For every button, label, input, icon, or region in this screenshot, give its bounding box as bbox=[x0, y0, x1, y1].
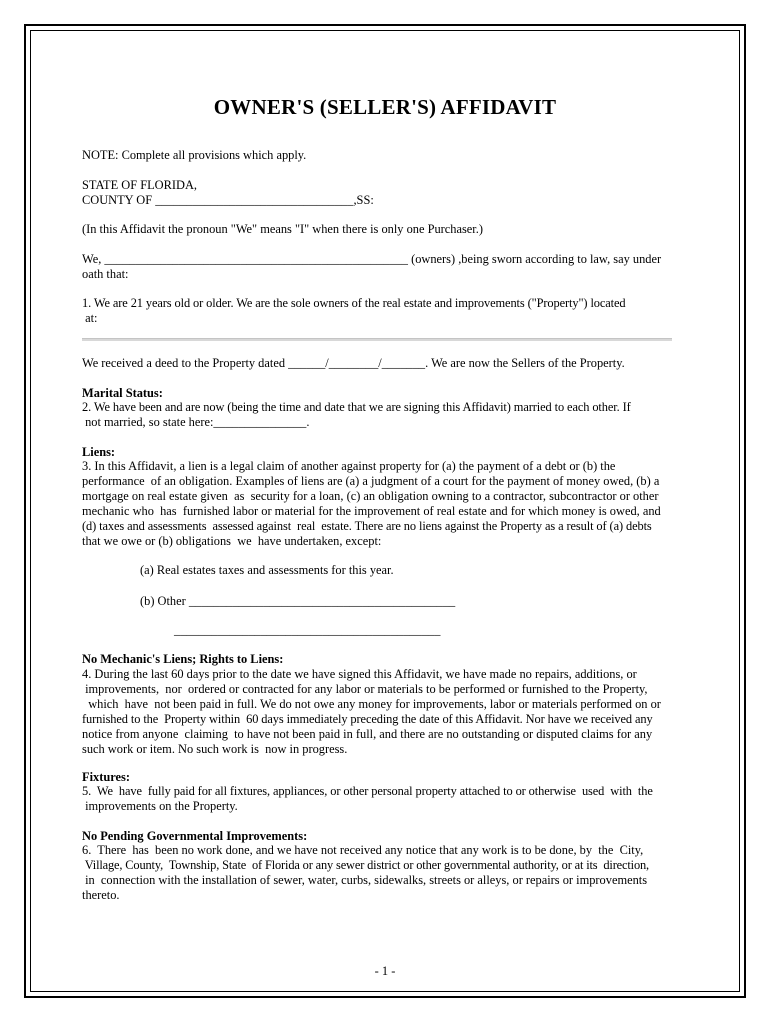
deed-line: We received a deed to the Property dated ______/________/_______. We are now the Sellers of the Property. bbox=[82, 356, 625, 370]
liens-line: mechanic who has furnished labor or material for the improvement of real estate and for which money is owed, and bbox=[82, 504, 661, 518]
liens-line: mortgage on real estate given as security for a loan, (c) an obligation owning to a contractor, subcontractor or other bbox=[82, 489, 659, 503]
mechanics-liens-line: 4. During the last 60 days prior to the date we have signed this Affidavit, we have made no repairs, additions, or bbox=[82, 667, 637, 681]
mechanics-liens-line: such work or item. No such work is now in progress. bbox=[82, 742, 348, 756]
liens-item-b: (b) Other ___________________________________________ bbox=[140, 594, 456, 608]
governmental-improvements-heading: No Pending Governmental Improvements: bbox=[82, 829, 308, 843]
marital-status-heading: Marital Status: bbox=[82, 386, 163, 400]
governmental-improvements-line: in connection with the installation of sewer, water, curbs, sidewalks, streets or alleys, or repairs or improvements bbox=[82, 873, 648, 887]
governmental-improvements-line: thereto. bbox=[82, 888, 120, 902]
mechanics-liens-line: which have not been paid in full. We do not owe any money for improvements, labor or materials performed on or bbox=[82, 697, 661, 711]
section-divider bbox=[82, 338, 672, 341]
pronoun-note: (In this Affidavit the pronoun "We" means "I" when there is only one Purchaser.) bbox=[82, 222, 483, 236]
governmental-improvements-line: Village, County, Township, State of Florida or any sewer district or other governmental authority, or at its direction, bbox=[82, 858, 649, 872]
fixtures-line: 5. We have fully paid for all fixtures, appliances, or other personal property attached to or otherwise used with the bbox=[82, 784, 653, 798]
paragraph-1-line-1: 1. We are 21 years old or older. We are the sole owners of the real estate and improvements ("Property") located bbox=[82, 296, 626, 310]
mechanics-liens-heading: No Mechanic's Liens; Rights to Liens: bbox=[82, 652, 284, 666]
county-line: COUNTY OF ________________________________,SS: bbox=[82, 193, 374, 207]
mechanics-liens-line: furnished to the Property within 60 days immediately preceding the date of this Affidavit. Nor have we received any bbox=[82, 712, 653, 726]
liens-line: that we owe or (b) obligations we have undertaken, except: bbox=[82, 534, 382, 548]
owners-line-2: oath that: bbox=[82, 267, 129, 281]
fixtures-heading: Fixtures: bbox=[82, 770, 130, 784]
page-number: - 1 - bbox=[374, 964, 396, 978]
liens-line: 3. In this Affidavit, a lien is a legal claim of another against property for (a) the payment of a debt or (b) the bbox=[82, 459, 616, 473]
mechanics-liens-line: improvements, nor ordered or contracted for any labor or materials to be performed or furnished to the Property, bbox=[82, 682, 648, 696]
document-title: OWNER'S (SELLER'S) AFFIDAVIT bbox=[213, 95, 557, 119]
owners-line: We, _________________________________________________ (owners) ,being sworn according to law, say under bbox=[82, 252, 662, 266]
liens-blank-line: ___________________________________________ bbox=[174, 623, 441, 637]
liens-heading: Liens: bbox=[82, 445, 116, 459]
mechanics-liens-line: notice from anyone claiming to have not been paid in full, and there are no outstanding or disputed claims for any bbox=[82, 727, 653, 741]
liens-line: (d) taxes and assessments assessed against real estate. There are no liens against the Property as a result of (a) debts bbox=[82, 519, 652, 533]
marital-status-line-1: 2. We have been and are now (being the time and date that we are signing this Affidavit) married to each other. If bbox=[82, 400, 631, 414]
governmental-improvements-line: 6. There has been no work done, and we have not received any notice that any work is to be done, by the City, bbox=[82, 843, 644, 857]
fixtures-line: improvements on the Property. bbox=[82, 799, 238, 813]
marital-status-line-2: not married, so state here:_______________. bbox=[82, 415, 310, 429]
liens-line: performance of an obligation. Examples of liens are (a) a judgment of a court for the payment of money owed, (b) a bbox=[82, 474, 660, 488]
paragraph-1-line-2: at: bbox=[82, 311, 98, 325]
liens-item-a: (a) Real estates taxes and assessments for this year. bbox=[140, 563, 394, 577]
state-line: STATE OF FLORIDA, bbox=[82, 178, 198, 192]
note-text: NOTE: Complete all provisions which apply. bbox=[82, 148, 307, 162]
